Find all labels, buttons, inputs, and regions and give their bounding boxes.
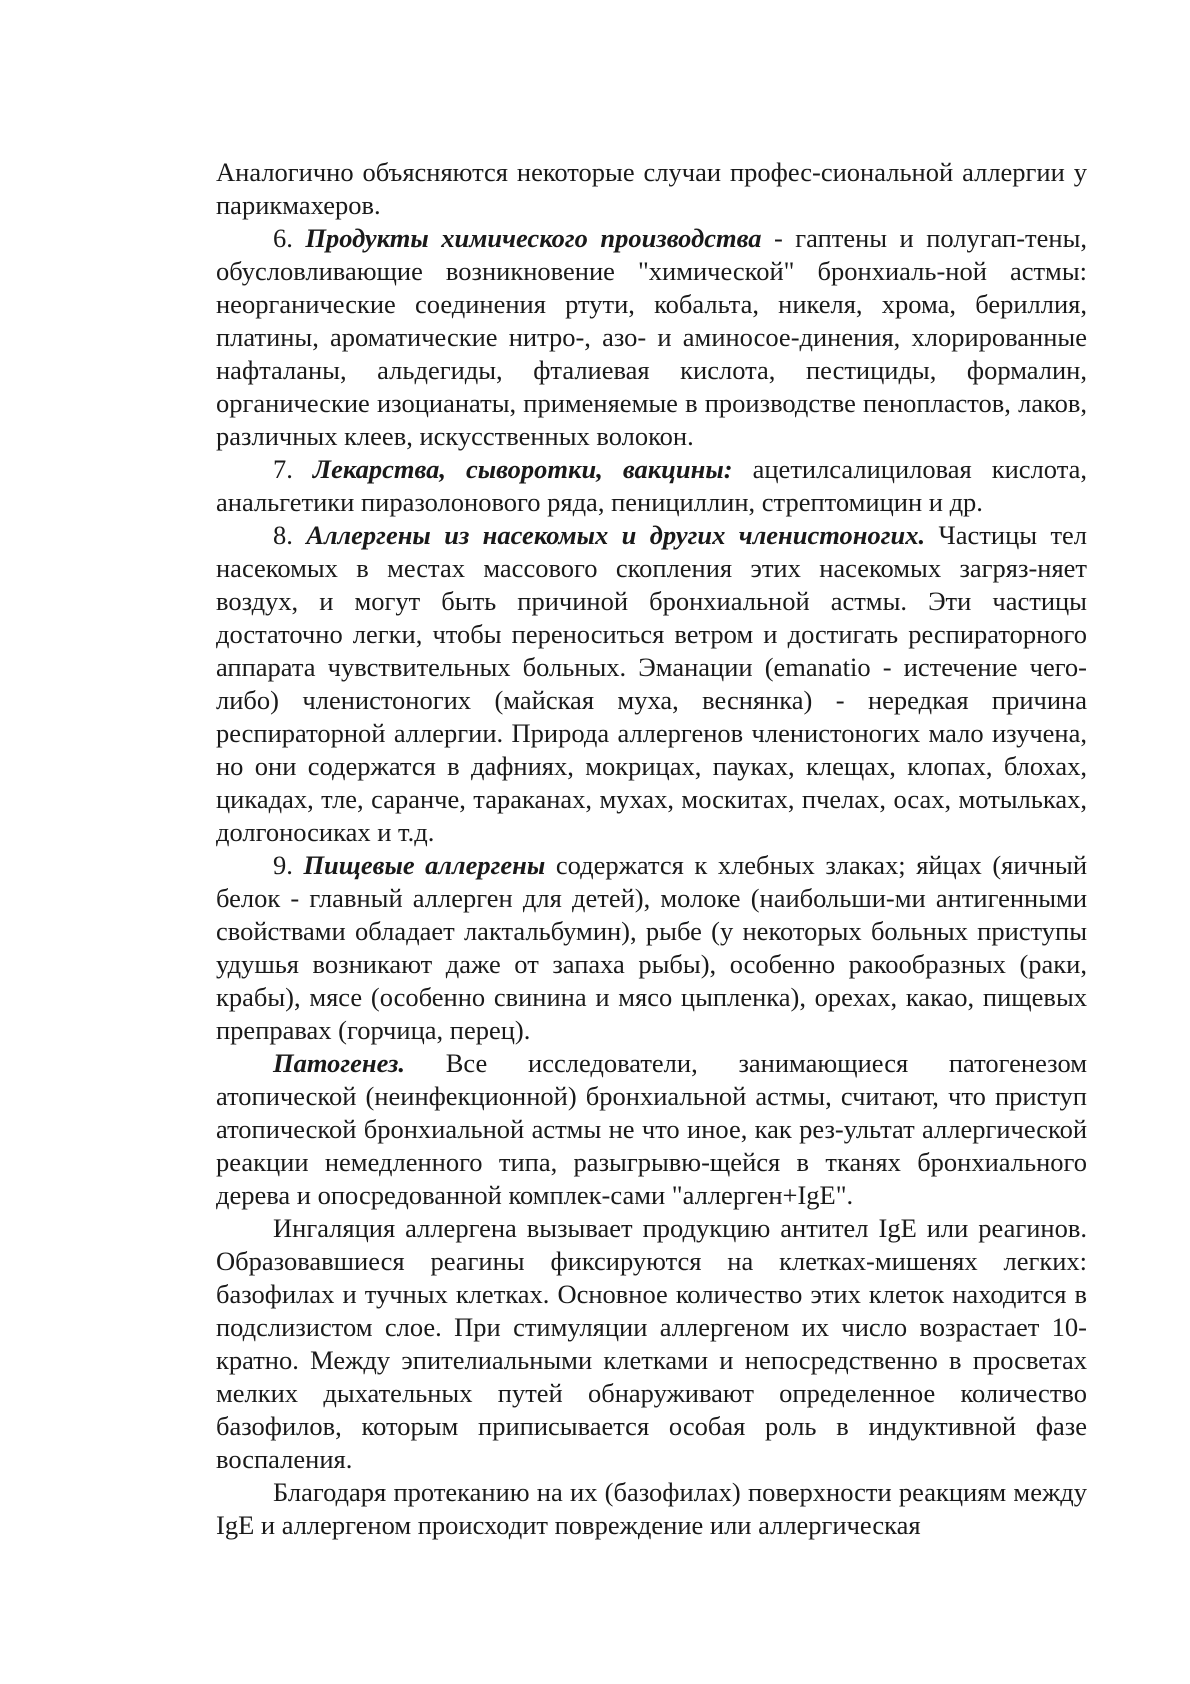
term-heading: Лекарства, сыворотки, вакцины: bbox=[312, 454, 733, 484]
paragraph-food-allergens bbox=[216, 849, 1087, 1047]
paragraph-basophils bbox=[216, 1476, 1087, 1542]
text-run: 6. bbox=[273, 223, 306, 253]
term-heading: Патогенез. bbox=[273, 1048, 406, 1078]
text-run: - гаптены и полугап-тены, обусловливающие возникновение "химической" бронхиаль-ной астмы: неорганические соединения ртути, кобальта, никеля, хрома, бериллия, платины, ароматические нитро-, азо- и аминосое-динения, хлорированные нафталаны, альдегиды, фталиевая кислота, пестициды, формалин, органические изоцианаты, применяемые в производстве пенопластов, лаков, различных клеев, искусственных волокон. bbox=[216, 223, 1087, 451]
text-run: ацетилсалициловая кислота, анальгетики пиразолонового ряда, пенициллин, стрептомицин и др. bbox=[216, 454, 1087, 517]
text-run: Благодаря протеканию на их (базофилах) поверхности реакциям между IgE и аллергеном происходит повреждение или аллергическая bbox=[216, 1477, 1087, 1540]
text-run: содержатся к хлебных злаках; яйцах (яичный белок - главный аллерген для детей), молоке (наибольши-ми антигенными свойствами обладает лактальбумин), рыбе (у некоторых больных приступы удушья возникают даже от запаха рыбы), особенно ракообразных (раки, крабы), мясе (особенно свинина и мясо цыпленка), орехах, какао, пищевых преправах (горчица, перец). bbox=[216, 850, 1088, 1045]
paragraph-drugs bbox=[216, 453, 1087, 519]
text-run: Ингаляция аллергена вызывает продукцию антител IgE или реагинов. Образовавшиеся реагины фиксируются на клетках-мишенях легких: базофилах и тучных клетках. Основное количество этих клеток находится в подслизистом слое. При стимуляции аллергеном их число возрастает 10-кратно. Между эпителиальными клетками и непосредственно в просветах мелких дыхательных путей обнаруживают определенное количество базофилов, которым приписывается особая роль в индуктивной фазе воспаления. bbox=[216, 1213, 1087, 1474]
paragraph-chemical-products bbox=[216, 222, 1087, 453]
paragraph-pathogenesis bbox=[216, 1047, 1087, 1212]
term-heading: Аллергены из насекомых и других членистоногих. bbox=[306, 520, 926, 550]
term-heading: Продукты химического производства bbox=[305, 223, 762, 253]
paragraph-insect-allergens bbox=[216, 519, 1087, 849]
text-run: 8. bbox=[273, 520, 307, 550]
text-run: 9. bbox=[273, 850, 304, 880]
text-run: 7. bbox=[273, 454, 313, 484]
term-heading: Пищевые аллергены bbox=[303, 850, 546, 880]
text-run: Частицы тел насекомых в местах массового скопления этих насекомых загряз-няет воздух, и могут быть причиной бронхиальной астмы. Эти частицы достаточно легки, чтобы переноситься ветром и достигать респираторного аппарата чувствительных больных. Эманации (emanatio - истечение чего-либо) членистоногих (майская муха, веснянка) - нередкая причина респираторной аллергии. Природа аллергенов членистоногих мало изучена, но они содержатся в дафниях, мокрицах, пауках, клещах, клопах, блохах, цикадах, тле, саранче, тараканах, мухах, москитах, пчелах, осах, мотыльках, долгоносиках и т.д. bbox=[216, 520, 1088, 847]
paragraph-inhalation bbox=[216, 1212, 1087, 1476]
document-page bbox=[216, 156, 1087, 1542]
text-run: Аналогично объясняются некоторые случаи профес-сиональной аллергии у парикмахеров. bbox=[216, 157, 1087, 220]
text-run: Все исследователи, занимающиеся патогенезом атопической (неинфекционной) бронхиальной астмы, считают, что приступ атопической бронхиальной астмы не что иное, как рез-ультат аллергической реакции немедленного типа, разыгрывю-щейся в тканях бронхиального дерева и опосредованной комплек-сами "аллерген+IgE". bbox=[216, 1048, 1087, 1210]
paragraph-hairdressers bbox=[216, 156, 1087, 222]
